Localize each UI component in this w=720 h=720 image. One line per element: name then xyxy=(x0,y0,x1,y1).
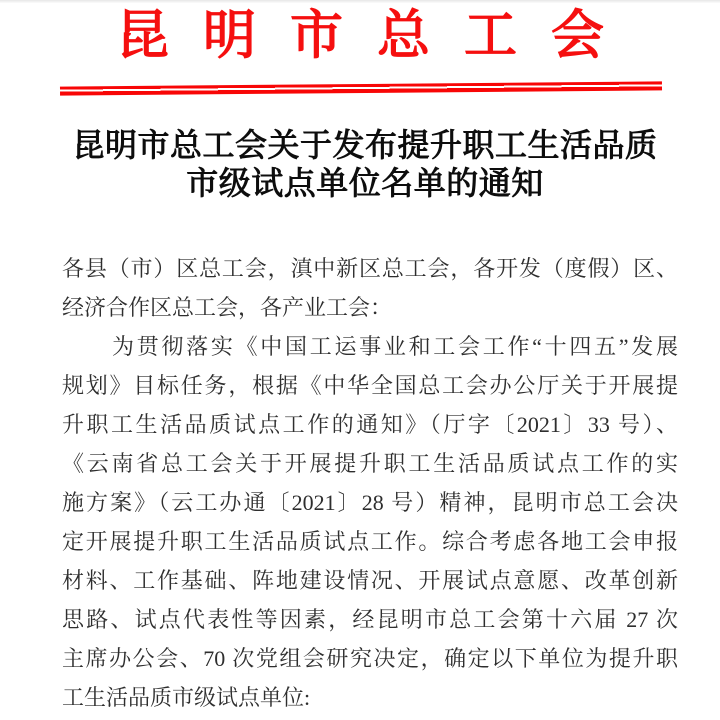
document-title-line-2: 市级试点单位名单的通知 xyxy=(186,165,544,201)
document-body xyxy=(62,249,678,717)
document-title-line-1: 昆明市总工会关于发布提升职工生活品质 xyxy=(72,127,658,163)
paragraph-line: 主席办公会、70 次党组会研究决定，确定以下单位为提升职 xyxy=(62,646,678,671)
paragraph-line: 定开展提升职工生活品质试点工作。综合考虑各地工会申报 xyxy=(62,529,678,554)
paragraph-line: 思路、试点代表性等因素，经昆明市总工会第十六届 27 次 xyxy=(62,607,678,632)
scan-edge-shadow xyxy=(0,0,720,3)
red-header-rule xyxy=(60,81,662,95)
document-title xyxy=(0,126,720,202)
paragraph-line: 为贯彻落实《中国工运事业和工会工作“十四五”发展 xyxy=(112,334,678,359)
paragraph-line: 升职工生活品质试点工作的通知》（厅字〔2021〕33 号）、 xyxy=(62,412,678,437)
paragraph-line: 施方案》（云工办通〔2021〕28 号）精神，昆明市总工会决 xyxy=(62,490,678,515)
paragraph-line: 材料、工作基础、阵地建设情况、开展试点意愿、改革创新 xyxy=(62,568,678,593)
paragraph-line: 规划》目标任务，根据《中华全国总工会办公厅关于开展提 xyxy=(62,373,678,398)
agency-masthead: 昆明市总工会 xyxy=(116,7,638,65)
paragraph-line: 《云南省总工会关于开展提升职工生活品质试点工作的实 xyxy=(62,451,678,476)
salutation-line-2: 经济合作区总工会，各产业工会： xyxy=(62,295,393,320)
salutation-line-1: 各县（市）区总工会，滇中新区总工会，各开发（度假）区、 xyxy=(62,256,678,281)
paragraph-line: 工生活品质市级试点单位: xyxy=(62,685,311,710)
